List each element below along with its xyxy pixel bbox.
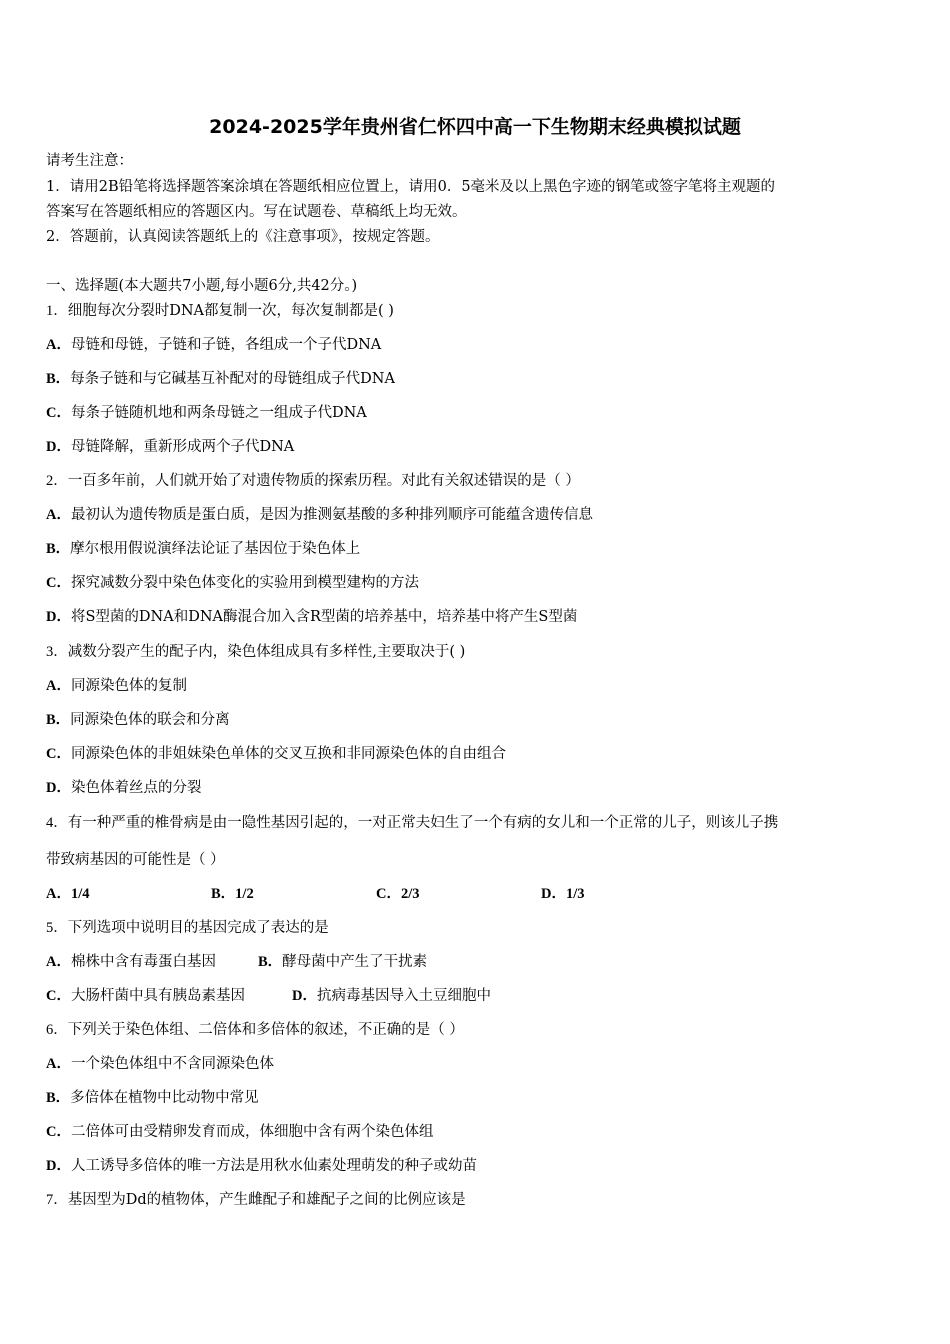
option-text: 最初认为遗传物质是蛋白质，是因为推测氨基酸的多种排列顺序可能蕴含遗传信息 xyxy=(70,507,593,523)
question-7 xyxy=(46,1190,466,1210)
option-letter: D． xyxy=(46,609,71,625)
option-text: 抗病毒基因导入土豆细胞中 xyxy=(316,988,491,1004)
option-text: 一个染色体组中不含同源染色体 xyxy=(70,1056,274,1072)
question-6 xyxy=(46,1020,464,1040)
option-letter: C． xyxy=(46,405,71,421)
question-number: 6． xyxy=(46,1022,68,1038)
option-text: 探究减数分裂中染色体变化的实验用到模型建构的方法 xyxy=(70,575,419,591)
question-4-line-2: 带致病基因的可能性是（ ） xyxy=(46,852,225,868)
option-text: 1/3 xyxy=(565,886,585,902)
option-letter: C． xyxy=(46,988,71,1004)
option-1a xyxy=(46,335,381,355)
option-text: 母链和母链，子链和子链，各组成一个子代DNA xyxy=(70,337,382,353)
option-letter: B． xyxy=(46,712,71,728)
option-letter: B． xyxy=(46,541,71,557)
option-6c xyxy=(46,1122,433,1142)
option-text: 大肠杆菌中具有胰岛素基因 xyxy=(70,988,245,1004)
option-letter: A． xyxy=(46,678,71,694)
option-text: 人工诱导多倍体的唯一方法是用秋水仙素处理萌发的种子或幼苗 xyxy=(70,1158,477,1174)
option-letter: D． xyxy=(46,439,71,455)
option-6d xyxy=(46,1156,477,1176)
option-letter: B． xyxy=(258,954,283,970)
option-letter: C． xyxy=(46,746,71,762)
option-text: 1/2 xyxy=(235,886,254,902)
question-stem: 减数分裂产生的配子内，染色体组成具有多样性,主要取决于( ) xyxy=(67,644,466,660)
question-stem: 下列关于染色体组、二倍体和多倍体的叙述，不正确的是（ ） xyxy=(67,1022,464,1038)
option-5c xyxy=(46,986,245,1006)
question-number: 5． xyxy=(46,920,68,936)
option-5a xyxy=(46,952,216,972)
option-letter: A． xyxy=(46,1056,71,1072)
question-2 xyxy=(46,471,580,491)
option-letter: B． xyxy=(211,886,236,902)
option-5d xyxy=(292,986,491,1006)
question-stem: 基因型为Dd的植物体，产生雌配子和雄配子之间的比例应该是 xyxy=(67,1192,466,1208)
question-3 xyxy=(46,642,465,662)
option-text: 母链降解，重新形成两个子代DNA xyxy=(70,439,295,455)
option-2a xyxy=(46,505,593,525)
page-title: 2024-2025学年贵州省仁怀四中高一下生物期末经典模拟试题 xyxy=(209,116,741,138)
option-letter: D． xyxy=(46,780,71,796)
option-text: 多倍体在植物中比动物中常见 xyxy=(70,1090,259,1106)
question-number: 7． xyxy=(46,1192,68,1208)
notice-item-1-line-1: 1．请用2B铅笔将选择题答案涂填在答题纸相应位置上，请用0．5毫米及以上黑色字迹的钢笔或签字笔将主观题的 xyxy=(46,179,776,195)
option-text: 棉株中含有毒蛋白基因 xyxy=(70,954,216,970)
question-5 xyxy=(46,918,329,938)
option-6b xyxy=(46,1088,259,1108)
notice-item-1-line-2: 答案写在答题纸相应的答题区内。写在试题卷、草稿纸上均无效。 xyxy=(46,204,467,220)
option-letter: A． xyxy=(46,954,71,970)
question-stem: 下列选项中说明目的基因完成了表达的是 xyxy=(67,920,329,936)
option-letter: C． xyxy=(376,886,401,902)
question-number: 4． xyxy=(46,815,68,831)
option-1b xyxy=(46,369,395,389)
option-3b xyxy=(46,710,230,730)
option-letter: D． xyxy=(46,1158,71,1174)
question-number: 1． xyxy=(46,303,68,319)
question-4 xyxy=(46,813,778,833)
option-text: 将S型菌的DNA和DNA酶混合加入含R型菌的培养基中，培养基中将产生S型菌 xyxy=(70,609,578,625)
option-2b xyxy=(46,539,360,559)
question-stem: 一百多年前，人们就开始了对遗传物质的探索历程。对此有关叙述错误的是（ ） xyxy=(67,473,580,489)
option-text: 1/4 xyxy=(70,886,90,902)
option-text: 同源染色体的非姐妹染色单体的交叉互换和非同源染色体的自由组合 xyxy=(70,746,506,762)
option-letter: A． xyxy=(46,886,71,902)
question-1 xyxy=(46,301,394,321)
question-number: 3． xyxy=(46,644,68,660)
option-4a xyxy=(46,884,90,904)
option-text: 2/3 xyxy=(400,886,420,902)
option-letter: D． xyxy=(292,988,317,1004)
option-6a xyxy=(46,1054,274,1074)
question-number: 2． xyxy=(46,473,68,489)
notice-item-2: 2．答题前，认真阅读答题纸上的《注意事项》，按规定答题。 xyxy=(46,229,440,245)
option-text: 酵母菌中产生了干扰素 xyxy=(282,954,428,970)
option-3c xyxy=(46,744,506,764)
option-text: 二倍体可由受精卵发育而成，体细胞中含有两个染色体组 xyxy=(70,1124,434,1140)
option-letter: C． xyxy=(46,575,71,591)
option-4d xyxy=(541,884,585,904)
option-letter: A． xyxy=(46,337,71,353)
option-letter: D． xyxy=(541,886,566,902)
option-text: 每条子链和与它碱基互补配对的母链组成子代DNA xyxy=(70,371,395,387)
option-1d xyxy=(46,437,294,457)
option-1c xyxy=(46,403,367,423)
option-letter: B． xyxy=(46,1090,71,1106)
option-text: 染色体着丝点的分裂 xyxy=(70,780,202,796)
option-text: 同源染色体的联会和分离 xyxy=(70,712,230,728)
option-text: 同源染色体的复制 xyxy=(70,678,187,694)
option-4b xyxy=(211,884,254,904)
option-2c xyxy=(46,573,419,593)
question-stem-line-1: 有一种严重的椎骨病是由一隐性基因引起的，一对正常夫妇生了一个有病的女儿和一个正常的儿子，则该儿子携 xyxy=(67,815,779,831)
option-5b xyxy=(258,952,427,972)
notice-heading: 请考生注意： xyxy=(46,153,133,169)
option-letter: C． xyxy=(46,1124,71,1140)
option-text: 摩尔根用假说演绎法论证了基因位于染色体上 xyxy=(70,541,361,557)
option-3d xyxy=(46,778,201,798)
option-4c xyxy=(376,884,420,904)
question-stem: 细胞每次分裂时DNA都复制一次，每次复制都是( ) xyxy=(67,303,394,319)
option-letter: A． xyxy=(46,507,71,523)
option-letter: B． xyxy=(46,371,71,387)
option-text: 每条子链随机地和两条母链之一组成子代DNA xyxy=(70,405,367,421)
option-3a xyxy=(46,676,187,696)
section-heading: 一、选择题(本大题共7小题,每小题6分,共42分。) xyxy=(46,278,358,294)
option-2d xyxy=(46,607,577,627)
